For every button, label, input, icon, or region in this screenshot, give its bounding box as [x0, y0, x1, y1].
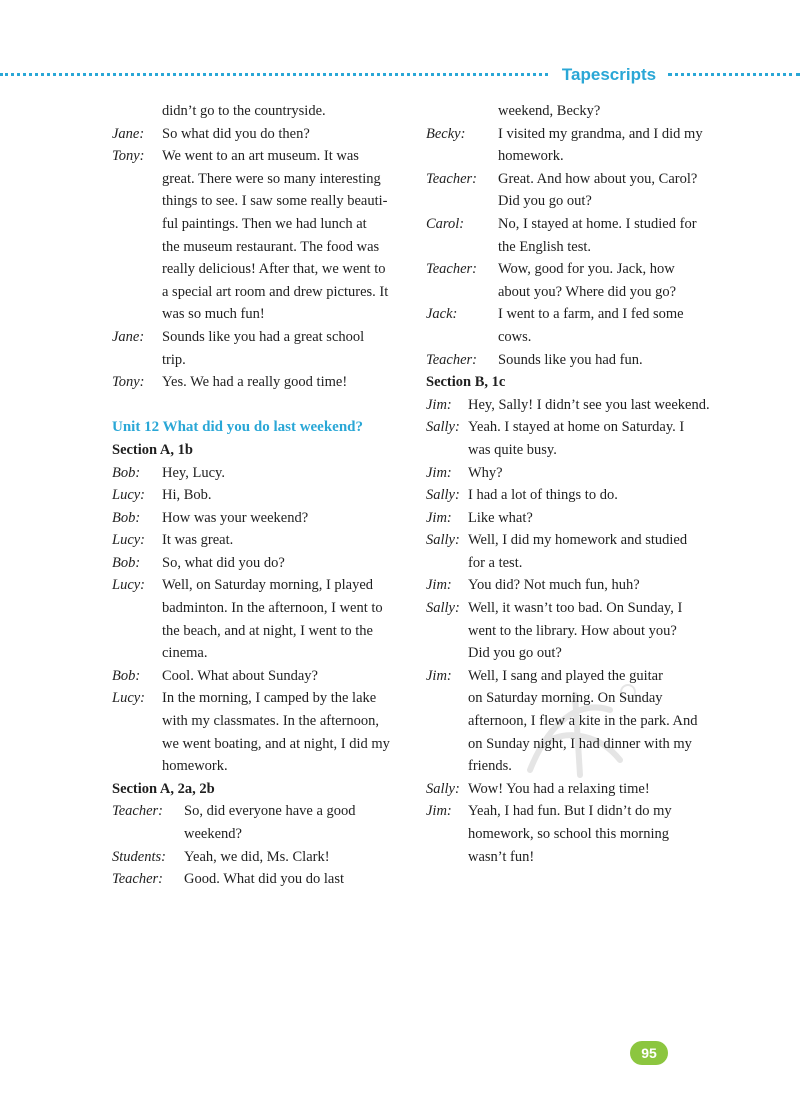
speaker-name: Teacher: [112, 871, 164, 888]
dialogue-text: Like what? [468, 509, 533, 526]
dialogue-text: on Sunday night, I had dinner with my [468, 735, 692, 752]
speaker-name: Sally: [426, 780, 460, 797]
dialogue-line [426, 213, 726, 236]
dialogue-line [112, 258, 412, 281]
speaker-name: Sally: [426, 487, 460, 504]
section-title-text: Section B, 1c [426, 374, 506, 391]
dialogue-line [112, 484, 412, 507]
unit-heading [112, 416, 412, 439]
dialogue-text: went to the library. How about you? [468, 622, 677, 639]
speaker-name: Students: [112, 848, 166, 865]
dialogue-line [426, 462, 726, 485]
dialogue-line [112, 733, 412, 756]
speaker-name: Sally: [426, 600, 460, 617]
speaker-name: Jim: [426, 509, 452, 526]
dialogue-line [112, 462, 412, 485]
dialogue-line [426, 687, 726, 710]
dialogue-text: was quite busy. [468, 441, 557, 458]
dialogue-line [426, 552, 726, 575]
dialogue-line [426, 326, 726, 349]
dialogue-line [112, 303, 412, 326]
dialogue-text: Cool. What about Sunday? [162, 667, 318, 684]
dialogue-text: Hey, Sally! I didn’t see you last weekend. [468, 396, 710, 413]
dialogue-text: Hi, Bob. [162, 487, 212, 504]
dialogue-text: So, what did you do? [162, 554, 285, 571]
dialogue-text: great. There were so many interesting [162, 170, 381, 187]
dialogue-line [426, 755, 726, 778]
spacer [112, 394, 412, 417]
dialogue-text: You did? Not much fun, huh? [468, 577, 640, 594]
left-column [112, 100, 412, 891]
dialogue-text: Yeah, we did, Ms. Clark! [184, 848, 330, 865]
dialogue-text: No, I stayed at home. I studied for [498, 215, 697, 232]
dialogue-line [426, 303, 726, 326]
dialogue-text: So what did you do then? [162, 125, 310, 142]
speaker-name: Jane: [112, 328, 145, 345]
dialogue-line [426, 258, 726, 281]
section-heading [112, 439, 412, 462]
dialogue-text: It was great. [162, 532, 234, 549]
dialogue-text: Yeah. I stayed at home on Saturday. I [468, 419, 685, 436]
dialogue-line [426, 529, 726, 552]
speaker-name: Jim: [426, 667, 452, 684]
dialogue-line [112, 168, 412, 191]
page-number-badge: 95 [630, 1041, 668, 1065]
dialogue-text: the museum restaurant. The food was [162, 238, 380, 255]
dialogue-line [112, 620, 412, 643]
speaker-name: Tony: [112, 374, 145, 391]
dialogue-text: friends. [468, 758, 512, 775]
dialogue-text: Good. What did you do last [184, 871, 345, 888]
dialogue-line [426, 642, 726, 665]
dialogue-line [426, 416, 726, 439]
speaker-name: Jim: [426, 396, 452, 413]
speaker-name: Sally: [426, 532, 460, 549]
dialogue-line [112, 349, 412, 372]
dialogue-line [426, 439, 726, 462]
speaker-name: Teacher: [426, 261, 478, 278]
dialogue-line [112, 236, 412, 259]
dialogue-line [112, 507, 412, 530]
dialogue-line [426, 665, 726, 688]
speaker-name: Lucy: [112, 690, 146, 707]
dialogue-text: cows. [498, 328, 532, 345]
dialogue-line [112, 281, 412, 304]
speaker-name: Sally: [426, 419, 460, 436]
dialogue-line [426, 349, 726, 372]
dialogue-text: How was your weekend? [162, 509, 309, 526]
dialogue-line [426, 710, 726, 733]
header-dotted-rule-right [668, 73, 800, 76]
dialogue-text: Well, I did my homework and studied [468, 532, 688, 549]
dialogue-text: for a test. [468, 554, 523, 571]
dialogue-line [112, 123, 412, 146]
header-dotted-rule-left [0, 73, 548, 76]
dialogue-text: wasn’t fun! [468, 848, 535, 865]
speaker-name: Jack: [426, 306, 458, 323]
dialogue-line [426, 620, 726, 643]
dialogue-text: Great. And how about you, Carol? [498, 170, 698, 187]
speaker-name: Teacher: [426, 170, 478, 187]
dialogue-text: In the morning, I camped by the lake [162, 690, 377, 707]
dialogue-line [426, 800, 726, 823]
speaker-name: Carol: [426, 215, 465, 232]
dialogue-line [426, 236, 726, 259]
speaker-name: Bob: [112, 464, 141, 481]
dialogue-text: Hey, Lucy. [162, 464, 225, 481]
dialogue-line [426, 846, 726, 869]
dialogue-text: homework, so school this morning [468, 826, 669, 842]
speaker-name: Lucy: [112, 577, 146, 594]
dialogue-line [426, 123, 726, 146]
dialogue-text: Yeah, I had fun. But I didn’t do my [468, 803, 672, 820]
dialogue-text: Well, on Saturday morning, I played [162, 577, 374, 594]
dialogue-line [112, 846, 412, 869]
dialogue-line [112, 145, 412, 168]
dialogue-text: homework. [162, 758, 228, 775]
dialogue-line [112, 755, 412, 778]
dialogue-line [112, 371, 412, 394]
dialogue-text: really delicious! After that, we went to [162, 261, 386, 278]
speaker-name: Teacher: [112, 803, 164, 820]
dialogue-text: we went boating, and at night, I did my [162, 735, 390, 752]
dialogue-line [112, 213, 412, 236]
dialogue-text: afternoon, I flew a kite in the park. And [468, 713, 698, 730]
dialogue-text: We went to an art museum. It was [162, 148, 359, 165]
dialogue-line [112, 597, 412, 620]
dialogue-text: about you? Where did you go? [498, 283, 677, 300]
speaker-name: Jane: [112, 125, 145, 142]
speaker-name: Bob: [112, 554, 141, 571]
dialogue-line [426, 823, 726, 846]
dialogue-text: badminton. In the afternoon, I went to [162, 600, 383, 617]
dialogue-line [426, 168, 726, 191]
dialogue-line [426, 190, 726, 213]
page-header [0, 64, 800, 86]
dialogue-text: was so much fun! [162, 306, 265, 323]
dialogue-text: weekend, Becky? [498, 103, 601, 119]
dialogue-line [112, 823, 412, 846]
speaker-name: Jim: [426, 577, 452, 594]
dialogue-line [112, 710, 412, 733]
dialogue-line [112, 868, 412, 891]
dialogue-line [426, 574, 726, 597]
dialogue-text: I visited my grandma, and I did my [498, 125, 703, 142]
dialogue-text: Yes. We had a really good time! [162, 374, 348, 391]
dialogue-text: Wow, good for you. Jack, how [498, 261, 675, 278]
dialogue-line [112, 100, 412, 123]
speaker-name: Jim: [426, 464, 452, 481]
dialogue-line [426, 597, 726, 620]
dialogue-text: I went to a farm, and I fed some [498, 306, 684, 323]
dialogue-text: the beach, and at night, I went to the [162, 622, 373, 639]
dialogue-line [426, 394, 726, 417]
dialogue-text: Sounds like you had a great school [162, 328, 365, 345]
dialogue-text: Why? [468, 464, 503, 481]
unit-title: Unit 12 What did you do last weekend? [112, 419, 364, 436]
dialogue-text: things to see. I saw some really beauti- [162, 193, 388, 210]
dialogue-line [112, 800, 412, 823]
section-title-text: Section A, 1b [112, 441, 193, 458]
dialogue-text: cinema. [162, 645, 208, 662]
speaker-name: Bob: [112, 667, 141, 684]
dialogue-text: with my classmates. In the afternoon, [162, 713, 380, 730]
section-heading [426, 371, 726, 394]
dialogue-line [112, 552, 412, 575]
dialogue-text: Did you go out? [468, 645, 562, 662]
speaker-name: Lucy: [112, 487, 146, 504]
section-heading [112, 778, 412, 801]
dialogue-text: Did you go out? [498, 193, 592, 210]
dialogue-line [426, 778, 726, 801]
dialogue-text: the English test. [498, 238, 592, 255]
speaker-name: Jim: [426, 803, 452, 820]
dialogue-text: Well, I sang and played the guitar [468, 667, 663, 684]
dialogue-text: Well, it wasn’t too bad. On Sunday, I [468, 600, 683, 617]
dialogue-line [426, 100, 726, 123]
dialogue-text: a special art room and drew pictures. It [162, 283, 389, 300]
dialogue-line [112, 326, 412, 349]
dialogue-line [112, 687, 412, 710]
speaker-name: Teacher: [426, 351, 478, 368]
dialogue-text: weekend? [184, 826, 242, 842]
dialogue-line [426, 733, 726, 756]
dialogue-text: ful paintings. Then we had lunch at [162, 215, 367, 232]
dialogue-line [112, 190, 412, 213]
dialogue-line [112, 665, 412, 688]
section-title: Tapescripts [561, 65, 657, 84]
dialogue-line [112, 574, 412, 597]
speaker-name: Becky: [426, 125, 466, 142]
speaker-name: Lucy: [112, 532, 146, 549]
dialogue-line [426, 507, 726, 530]
dialogue-line [112, 529, 412, 552]
dialogue-text: So, did everyone have a good [184, 803, 356, 820]
dialogue-text: trip. [162, 351, 186, 368]
dialogue-text: didn’t go to the countryside. [162, 103, 326, 119]
dialogue-text: homework. [498, 148, 564, 165]
dialogue-text: Sounds like you had fun. [498, 351, 643, 368]
dialogue-line [426, 281, 726, 304]
dialogue-line [426, 145, 726, 168]
dialogue-text: I had a lot of things to do. [468, 487, 618, 504]
speaker-name: Bob: [112, 509, 141, 526]
dialogue-line [112, 642, 412, 665]
speaker-name: Tony: [112, 148, 145, 165]
section-title-text: Section A, 2a, 2b [112, 780, 215, 797]
dialogue-text: on Saturday morning. On Sunday [468, 690, 663, 707]
right-column [426, 100, 726, 868]
dialogue-line [426, 484, 726, 507]
dialogue-text: Wow! You had a relaxing time! [468, 780, 650, 797]
